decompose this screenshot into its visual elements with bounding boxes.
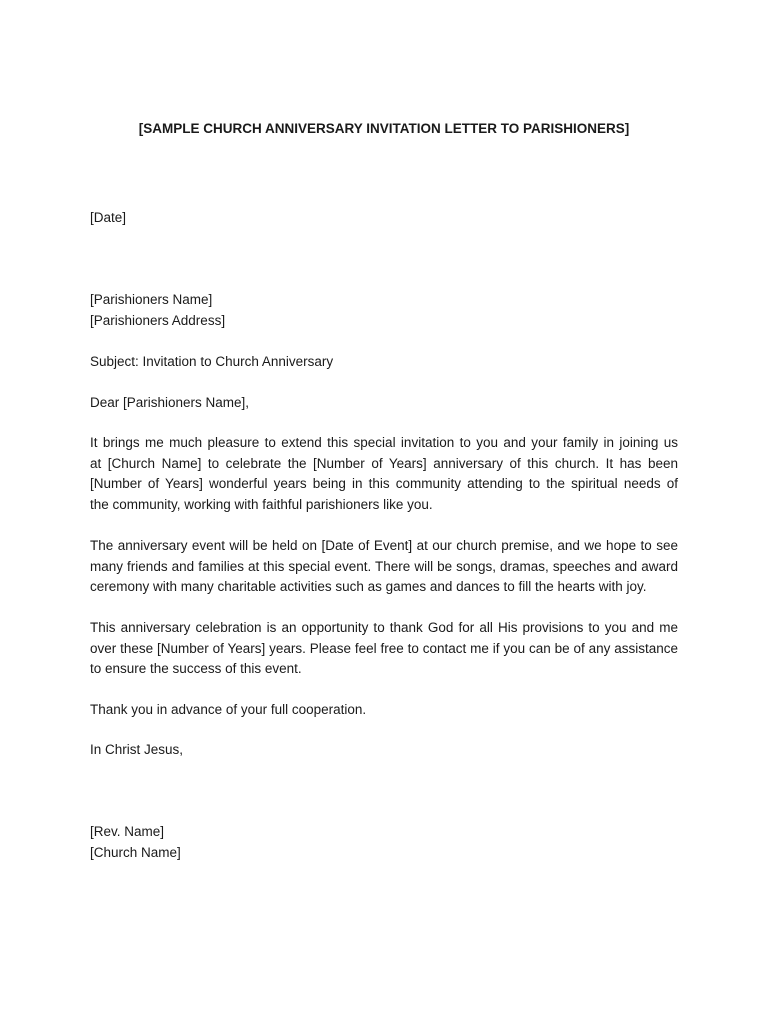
signature-church: [Church Name] (90, 845, 181, 860)
recipient-name: [Parishioners Name] (90, 292, 213, 307)
signature-name: [Rev. Name] (90, 824, 165, 839)
paragraph-line: many friends and families at this special event. There will be songs, dramas, speeches and award (90, 558, 678, 574)
paragraph-line: ceremony with many charitable activities such as games and dances to fill the hearts with joy. (90, 579, 647, 595)
paragraph-line: at [Church Name] to celebrate the [Number of Years] anniversary of this church. It has been (90, 455, 678, 471)
paragraph-line: over these [Number of Years] years. Please feel free to contact me if you can be of any assistance (90, 640, 678, 656)
paragraph-line: to ensure the success of this event. (90, 661, 302, 677)
paragraph-line: It brings me much pleasure to extend this special invitation to you and your family in joining us (90, 435, 678, 450)
letter-date: [Date] (90, 210, 127, 225)
letter-title: [SAMPLE CHURCH ANNIVERSARY INVITATION LETTER TO PARISHIONERS] (138, 121, 630, 136)
paragraph-line: This anniversary celebration is an opportunity to thank God for all His provisions to you and me (90, 620, 678, 635)
paragraph-line: the community, working with faithful parishioners like you. (90, 496, 433, 512)
paragraph-line: [Number of Years] wonderful years being in this community attending to the spiritual needs of (90, 476, 678, 492)
body-paragraph-2 (90, 536, 678, 598)
body-paragraph-1 (90, 433, 678, 515)
closing-line: In Christ Jesus, (90, 742, 184, 757)
letter-subject: Subject: Invitation to Church Anniversary (90, 354, 334, 369)
letter-salutation: Dear [Parishioners Name], (90, 395, 250, 410)
paragraph-line: The anniversary event will be held on [Date of Event] at our church premise, and we hope to see (90, 538, 678, 553)
recipient-address: [Parishioners Address] (90, 313, 226, 328)
thanks-line: Thank you in advance of your full cooperation. (90, 702, 367, 717)
body-paragraph-3 (90, 618, 678, 680)
